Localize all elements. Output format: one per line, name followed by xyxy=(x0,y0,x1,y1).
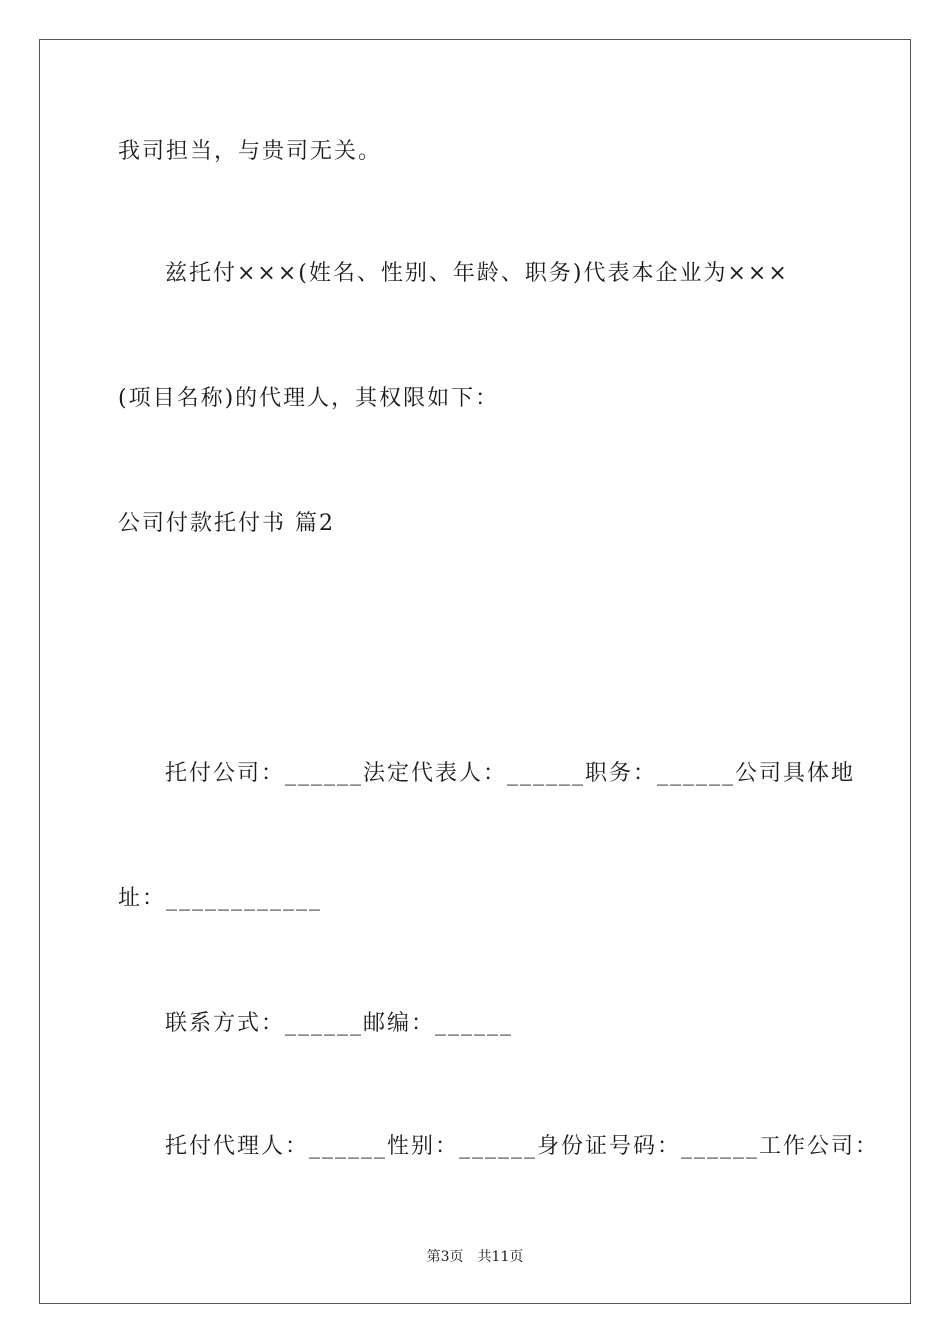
section-heading: 公司付款托付书 篇2 xyxy=(118,511,335,536)
page-number-current: 第3页 xyxy=(426,1249,464,1265)
text-line-contact: 联系方式：______邮编：______ xyxy=(165,1011,514,1036)
text-line-disclaimer: 我司担当，与贵司无关。 xyxy=(118,139,383,164)
text-line-project-agent: (项目名称)的代理人，其权限如下： xyxy=(118,386,500,411)
text-line-entrust-statement: 兹托付×××(姓名、性别、年龄、职务)代表本企业为××× xyxy=(165,261,789,286)
page-footer xyxy=(0,1247,950,1267)
page-border xyxy=(39,39,911,1304)
text-line-entrusting-company: 托付公司：______法定代表人：______职务：______公司具体地 xyxy=(165,761,856,786)
text-line-agent-info: 托付代理人：______性别：______身份证号码：______工作公司： xyxy=(165,1134,880,1159)
page-number-total: 共11页 xyxy=(477,1249,524,1265)
text-line-address: 址：____________ xyxy=(118,886,323,911)
